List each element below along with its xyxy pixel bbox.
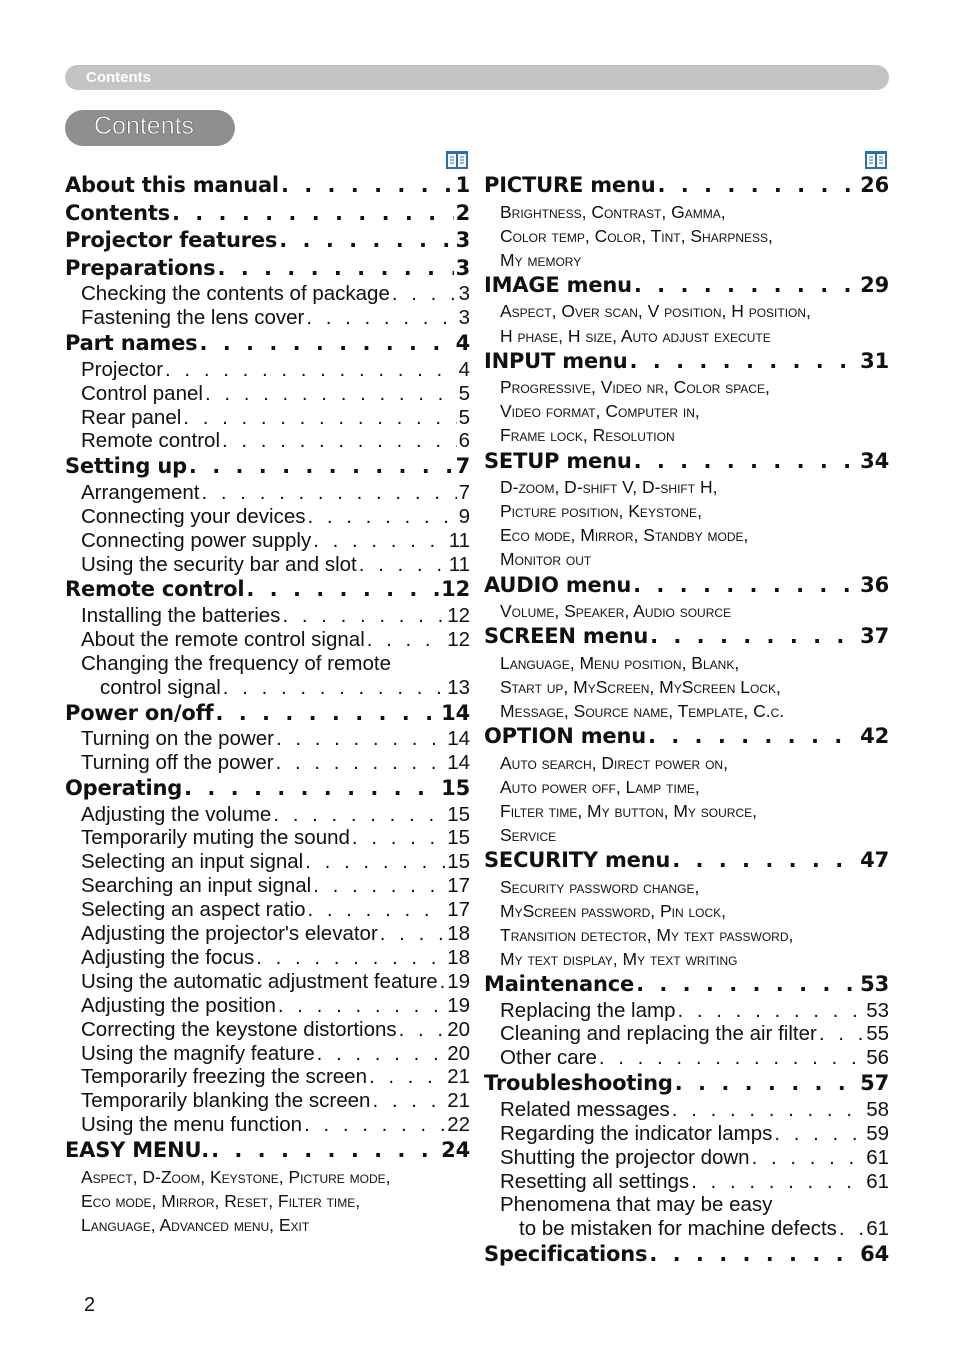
- toc-page-number: 18: [447, 922, 470, 946]
- dot-leader: [305, 850, 445, 874]
- toc-subentry[interactable]: [65, 553, 470, 577]
- toc-subentry[interactable]: [65, 850, 470, 874]
- dot-leader: [675, 1070, 858, 1098]
- toc-page-number: 15: [447, 850, 470, 874]
- toc-heading-entry[interactable]: [484, 348, 889, 376]
- header-bar-label: Contents: [86, 69, 151, 86]
- toc-subtopics: Auto power off, Lamp time,: [500, 776, 700, 797]
- toc-subentry[interactable]: [65, 652, 470, 676]
- toc-entry-label: control signal: [100, 675, 221, 699]
- dot-leader: [256, 946, 445, 970]
- toc-entry-label: Adjusting the projector's elevator: [81, 922, 378, 946]
- dot-leader: [392, 282, 457, 306]
- dot-leader: [819, 1022, 864, 1046]
- toc-page-number: 14: [447, 751, 470, 775]
- toc-subentry[interactable]: [65, 481, 470, 505]
- toc-page-number: 4: [458, 357, 470, 381]
- toc-subtopics: Security password change,: [500, 876, 700, 897]
- toc-page-number: 12: [447, 604, 470, 628]
- toc-subtopics: Monitor out: [500, 549, 592, 570]
- toc-entry-label: Control panel: [81, 381, 203, 405]
- toc-page-number: 15: [441, 776, 470, 800]
- toc-page-number: 61: [866, 1169, 889, 1193]
- toc-subentry[interactable]: [484, 1217, 889, 1241]
- dot-leader: [839, 1217, 864, 1241]
- toc-page-number: 21: [447, 1089, 470, 1113]
- dot-leader: [359, 553, 447, 577]
- toc-right-column: [484, 172, 889, 1269]
- toc-entry-label: Temporarily freezing the screen: [81, 1065, 367, 1089]
- dot-leader: [678, 999, 865, 1023]
- dot-leader: [189, 453, 454, 481]
- toc-entry-label: to be mistaken for machine defects: [519, 1217, 837, 1241]
- toc-entry-label: SECURITY menu: [484, 848, 671, 873]
- toc-heading-entry[interactable]: [65, 576, 470, 604]
- toc-page-number: 31: [860, 348, 889, 373]
- dot-leader: [276, 727, 445, 751]
- toc-entry-label: Arrangement: [81, 480, 200, 504]
- toc-page-number: 59: [866, 1121, 889, 1145]
- toc-subtopics: Language, Advanced menu, Exit: [81, 1214, 310, 1235]
- toc-subtopics: Frame lock, Resolution: [500, 425, 675, 446]
- dot-leader: [215, 700, 439, 728]
- toc-page-number: 14: [441, 700, 470, 725]
- toc-page-number: 19: [447, 969, 470, 993]
- toc-subentry[interactable]: [65, 1018, 470, 1042]
- dot-leader: [650, 623, 858, 651]
- toc-subtopics: Picture position, Keystone,: [500, 501, 702, 522]
- dot-leader: [752, 1146, 865, 1170]
- dot-leader: [279, 227, 453, 255]
- toc-page-number: 3: [458, 282, 470, 306]
- page-number: 2: [84, 1294, 96, 1316]
- toc-heading-entry[interactable]: [484, 723, 889, 751]
- toc-page-number: 53: [860, 972, 889, 996]
- dot-leader: [183, 406, 456, 430]
- toc-subtopics: Message, Source name, Template, C.c.: [500, 700, 785, 721]
- dot-leader: [774, 1122, 864, 1146]
- toc-subentry[interactable]: [484, 1146, 889, 1170]
- toc-entry-label: IMAGE menu: [484, 272, 632, 297]
- toc-subentry[interactable]: [65, 604, 470, 628]
- toc-page-number: 58: [866, 1097, 889, 1121]
- toc-heading-entry[interactable]: [484, 272, 889, 300]
- toc-entry-label: Specifications: [484, 1242, 648, 1267]
- toc-heading-entry[interactable]: [484, 623, 889, 651]
- dot-leader: [672, 1098, 864, 1122]
- toc-page-number: 56: [866, 1046, 889, 1070]
- toc-page-number: 20: [447, 1017, 470, 1041]
- toc-entry-label: Adjusting the volume: [81, 802, 272, 826]
- toc-page-number: 18: [447, 945, 470, 969]
- toc-subentry[interactable]: [65, 803, 470, 827]
- toc-entry-label: Projector features: [65, 228, 278, 253]
- toc-subtopics: Auto search, Direct power on,: [500, 752, 728, 773]
- toc-subtopics: Aspect, D-Zoom, Keystone, Picture mode,: [81, 1166, 391, 1187]
- dot-leader: [599, 1046, 864, 1070]
- toc-page-number: 14: [447, 727, 470, 751]
- toc-subentry[interactable]: [65, 406, 470, 430]
- toc-page-number: 47: [860, 848, 889, 873]
- dot-leader: [313, 874, 445, 898]
- toc-heading-entry[interactable]: [65, 700, 470, 728]
- toc-subentry[interactable]: [65, 874, 470, 898]
- toc-subentry[interactable]: [65, 898, 470, 922]
- toc-subtopics: My text display, My text writing: [500, 948, 738, 969]
- toc-entry-label: Searching an input signal: [81, 874, 312, 898]
- toc-page-number: 4: [455, 331, 470, 356]
- dot-leader: [633, 572, 858, 600]
- toc-heading-entry[interactable]: [65, 172, 470, 200]
- toc-entry-label: SETUP menu: [484, 448, 632, 473]
- dot-leader: [672, 847, 858, 875]
- toc-entry-label: Power on/off: [65, 700, 214, 725]
- toc-subentry[interactable]: [484, 1193, 889, 1217]
- toc-entry-label: Changing the frequency of remote: [81, 651, 391, 675]
- toc-page-number: 9: [458, 504, 470, 528]
- dot-leader: [199, 330, 453, 358]
- toc-entry-label: Cleaning and replacing the air filter: [500, 1022, 817, 1046]
- toc-subentry[interactable]: [65, 727, 470, 751]
- dot-leader: [276, 751, 446, 775]
- toc-subtopics: Volume, Speaker, Audio source: [500, 601, 732, 622]
- toc-entry-label: Replacing the lamp: [500, 998, 676, 1022]
- toc-subtopics: My memory: [500, 249, 582, 270]
- toc-page-number: 21: [447, 1065, 470, 1089]
- toc-page-number: 22: [447, 1113, 470, 1137]
- dot-leader: [649, 1241, 858, 1269]
- toc-subentry[interactable]: [65, 306, 470, 330]
- toc-left-column: [65, 172, 470, 1237]
- toc-heading-entry[interactable]: [484, 1241, 889, 1269]
- toc-page-number: 55: [866, 1022, 889, 1046]
- toc-subentry[interactable]: [65, 628, 470, 652]
- toc-heading-entry[interactable]: [65, 1137, 470, 1165]
- dot-leader: [634, 272, 858, 300]
- toc-page-number: 5: [458, 405, 470, 429]
- toc-entry-label: Using the magnify feature: [81, 1041, 315, 1065]
- toc-page-number: 6: [458, 429, 470, 453]
- toc-subentry[interactable]: [65, 676, 470, 700]
- toc-entry-label: Maintenance: [484, 972, 635, 996]
- toc-heading-entry[interactable]: [65, 227, 470, 255]
- dot-leader: [223, 676, 445, 700]
- toc-subtopics: Language, Menu position, Blank,: [500, 652, 740, 673]
- book-icon[interactable]: [864, 150, 888, 170]
- toc-subtopics: Filter time, My button, My source,: [500, 800, 757, 821]
- toc-entry-label: Temporarily muting the sound: [81, 826, 350, 850]
- toc-entry-label: Part names: [65, 331, 198, 356]
- toc-entry-label: Operating: [65, 776, 183, 800]
- page-title-pill: [65, 110, 235, 146]
- toc-entry-label: Regarding the indicator lamps: [500, 1121, 773, 1145]
- toc-entry-label: Checking the contents of package: [81, 282, 390, 306]
- toc-entry-label: Temporarily blanking the screen: [81, 1089, 371, 1113]
- toc-page-number: 20: [447, 1041, 470, 1065]
- toc-entry-label: Using the security bar and slot: [81, 552, 357, 576]
- dot-leader: [313, 529, 447, 553]
- toc-subentry[interactable]: [65, 282, 470, 306]
- dot-leader: [317, 1042, 446, 1066]
- toc-page-number: 61: [866, 1217, 889, 1241]
- toc-page-number: 42: [860, 724, 889, 749]
- toc-subentry[interactable]: [65, 946, 470, 970]
- toc-page-number: 1: [455, 173, 470, 197]
- dot-leader: [691, 1170, 864, 1194]
- toc-subentry[interactable]: [65, 751, 470, 775]
- toc-heading-entry[interactable]: [484, 572, 889, 600]
- toc-heading-entry[interactable]: [65, 775, 470, 803]
- toc-page-number: 57: [860, 1071, 889, 1096]
- toc-subtopics: Progressive, Video nr, Color space,: [500, 377, 770, 398]
- toc-page-number: 61: [866, 1145, 889, 1169]
- toc-entry-label: Phenomena that may be easy: [500, 1193, 773, 1217]
- toc-subtopics: Color temp, Color, Tint, Sharpness,: [500, 225, 773, 246]
- toc-subentry[interactable]: [65, 529, 470, 553]
- toc-heading-entry[interactable]: [484, 1070, 889, 1098]
- toc-subtopics: Video format, Computer in,: [500, 401, 700, 422]
- toc-page-number: 15: [447, 802, 470, 826]
- dot-leader: [648, 723, 858, 751]
- toc-page-number: 11: [448, 528, 470, 552]
- header-bar: [65, 65, 889, 90]
- dot-leader: [165, 358, 457, 382]
- toc-page-number: 12: [447, 627, 470, 651]
- toc-page-number: 37: [860, 624, 889, 649]
- toc-entry-label: SCREEN menu: [484, 624, 649, 649]
- toc-subentry[interactable]: [484, 1022, 889, 1046]
- toc-subentry[interactable]: [65, 1113, 470, 1137]
- toc-subentry[interactable]: [484, 1170, 889, 1194]
- toc-page-number: 2: [455, 200, 470, 225]
- dot-leader: [634, 448, 859, 476]
- dot-leader: [630, 348, 859, 376]
- dot-leader: [222, 429, 457, 453]
- dot-leader: [211, 1137, 439, 1165]
- toc-heading-entry[interactable]: [484, 847, 889, 875]
- toc-entry-label: Remote control: [65, 577, 245, 602]
- toc-page-number: 11: [448, 552, 470, 576]
- toc-page-number: 36: [860, 572, 889, 597]
- toc-page-number: 19: [447, 993, 470, 1017]
- toc-page-number: 13: [447, 675, 470, 699]
- toc-entry-label: INPUT menu: [484, 348, 628, 373]
- toc-entry-label: Resetting all settings: [500, 1169, 690, 1193]
- toc-entry-label: Adjusting the focus: [81, 945, 255, 969]
- toc-entry-label: Correcting the keystone distortions: [81, 1017, 397, 1041]
- dot-leader: [205, 382, 457, 406]
- dot-leader: [369, 1065, 445, 1089]
- dot-leader: [308, 898, 446, 922]
- toc-subentry[interactable]: [65, 505, 470, 529]
- toc-page-number: 24: [441, 1138, 470, 1163]
- dot-leader: [184, 775, 439, 803]
- toc-subtopics: Transition detector, My text password,: [500, 924, 794, 945]
- dot-leader: [306, 306, 456, 330]
- toc-subtopics: Eco mode, Mirror, Standby mode,: [500, 525, 749, 546]
- dot-leader: [380, 922, 445, 946]
- toc-subentry[interactable]: [65, 1065, 470, 1089]
- dot-leader: [440, 970, 446, 994]
- toc-heading-entry[interactable]: [65, 453, 470, 481]
- dot-leader: [282, 604, 445, 628]
- toc-entry-label: Selecting an aspect ratio: [81, 898, 306, 922]
- toc-subtopics: Brightness, Contrast, Gamma,: [500, 201, 726, 222]
- toc-subentry[interactable]: [65, 922, 470, 946]
- page-title: Contents: [94, 112, 195, 140]
- toc-subentry[interactable]: [65, 970, 470, 994]
- toc-subentry[interactable]: [65, 358, 470, 382]
- toc-entry-label: About this manual: [65, 173, 279, 197]
- dot-leader: [217, 255, 453, 283]
- toc-subentry[interactable]: [65, 826, 470, 850]
- dot-leader: [273, 803, 445, 827]
- toc-entry-label: Troubleshooting: [484, 1071, 673, 1096]
- toc-entry-label: Related messages: [500, 1097, 670, 1121]
- toc-entry-label: About the remote control signal: [81, 627, 365, 651]
- toc-heading-entry[interactable]: [484, 172, 889, 200]
- toc-page-number: 7: [458, 480, 470, 504]
- dot-leader: [372, 1089, 445, 1113]
- toc-page-number: 7: [455, 454, 470, 479]
- toc-entry-label: Installing the batteries: [81, 604, 281, 628]
- toc-entry-label: Other care: [500, 1046, 597, 1070]
- toc-entry-label: Using the menu function: [81, 1113, 303, 1137]
- toc-page-number: 53: [866, 998, 889, 1022]
- toc-subentry[interactable]: [484, 1122, 889, 1146]
- toc-page-number: 12: [441, 577, 470, 602]
- toc-subentry[interactable]: [65, 994, 470, 1018]
- dot-leader: [202, 481, 457, 505]
- toc-subtopics: Service: [500, 824, 557, 845]
- dot-leader: [304, 1113, 445, 1137]
- dot-leader: [657, 172, 858, 200]
- dot-leader: [246, 576, 439, 604]
- book-icon[interactable]: [445, 150, 469, 170]
- toc-entry-label: Selecting an input signal: [81, 850, 304, 874]
- toc-entry-label: Preparations: [65, 255, 216, 280]
- toc-entry-label: Turning off the power: [81, 751, 274, 775]
- toc-subentry[interactable]: [65, 429, 470, 453]
- dot-leader: [308, 505, 457, 529]
- toc-page-number: 34: [860, 448, 889, 473]
- toc-subtopics: H phase, H size, Auto adjust execute: [500, 325, 771, 346]
- toc-entry-label: Connecting power supply: [81, 528, 312, 552]
- toc-entry-label: Connecting your devices: [81, 504, 306, 528]
- toc-page-number: 5: [458, 381, 470, 405]
- toc-page-number: 29: [860, 272, 889, 297]
- toc-subentry[interactable]: [65, 1042, 470, 1066]
- toc-heading-entry[interactable]: [484, 448, 889, 476]
- toc-subtopics: Aspect, Over scan, V position, H position,: [500, 301, 811, 322]
- toc-subtopics: Start up, MyScreen, MyScreen Lock,: [500, 676, 781, 697]
- toc-heading-entry[interactable]: [65, 255, 470, 283]
- toc-entry-label: Using the automatic adjustment feature: [81, 969, 438, 993]
- dot-leader: [367, 628, 445, 652]
- toc-page-number: 15: [447, 826, 470, 850]
- dot-leader: [278, 994, 445, 1018]
- toc-subtopics: D-zoom, D-shift V, D-shift H,: [500, 477, 718, 498]
- toc-entry-label: Projector: [81, 357, 164, 381]
- toc-page-number: 3: [455, 255, 470, 280]
- dot-leader: [399, 1018, 446, 1042]
- toc-entry-label: Rear panel: [81, 405, 182, 429]
- toc-entry-label: Shutting the projector down: [500, 1145, 750, 1169]
- toc-entry-label: OPTION menu: [484, 724, 646, 749]
- toc-subentry[interactable]: [65, 382, 470, 406]
- toc-subentry[interactable]: [484, 999, 889, 1023]
- toc-page-number: 17: [447, 898, 470, 922]
- dot-leader: [172, 200, 454, 228]
- toc-entry-label: EASY MENU.: [65, 1138, 210, 1163]
- toc-entry-label: AUDIO menu: [484, 572, 632, 597]
- dot-leader: [281, 172, 454, 200]
- toc-page-number: 3: [455, 228, 470, 253]
- toc-heading-entry[interactable]: [65, 200, 470, 228]
- dot-leader: [636, 971, 858, 999]
- toc-page-number: 64: [860, 1242, 889, 1267]
- toc-heading-entry[interactable]: [484, 971, 889, 999]
- toc-entry-label: Setting up: [65, 454, 187, 479]
- toc-entry-label: Remote control: [81, 429, 221, 453]
- toc-subtopics: Eco mode, Mirror, Reset, Filter time,: [81, 1190, 361, 1211]
- toc-entry-label: Adjusting the position: [81, 993, 276, 1017]
- toc-subentry[interactable]: [484, 1098, 889, 1122]
- toc-subtopics: MyScreen password, Pin lock,: [500, 900, 727, 921]
- toc-page-number: 26: [860, 173, 889, 197]
- toc-subentry[interactable]: [65, 1089, 470, 1113]
- toc-page-number: 17: [447, 874, 470, 898]
- toc-entry-label: Contents: [65, 200, 170, 225]
- toc-subentry[interactable]: [484, 1046, 889, 1070]
- toc-entry-label: PICTURE menu: [484, 173, 656, 197]
- toc-entry-label: Turning on the power: [81, 727, 274, 751]
- dot-leader: [352, 826, 445, 850]
- toc-heading-entry[interactable]: [65, 330, 470, 358]
- toc-page-number: 3: [458, 306, 470, 330]
- toc-entry-label: Fastening the lens cover: [81, 306, 305, 330]
